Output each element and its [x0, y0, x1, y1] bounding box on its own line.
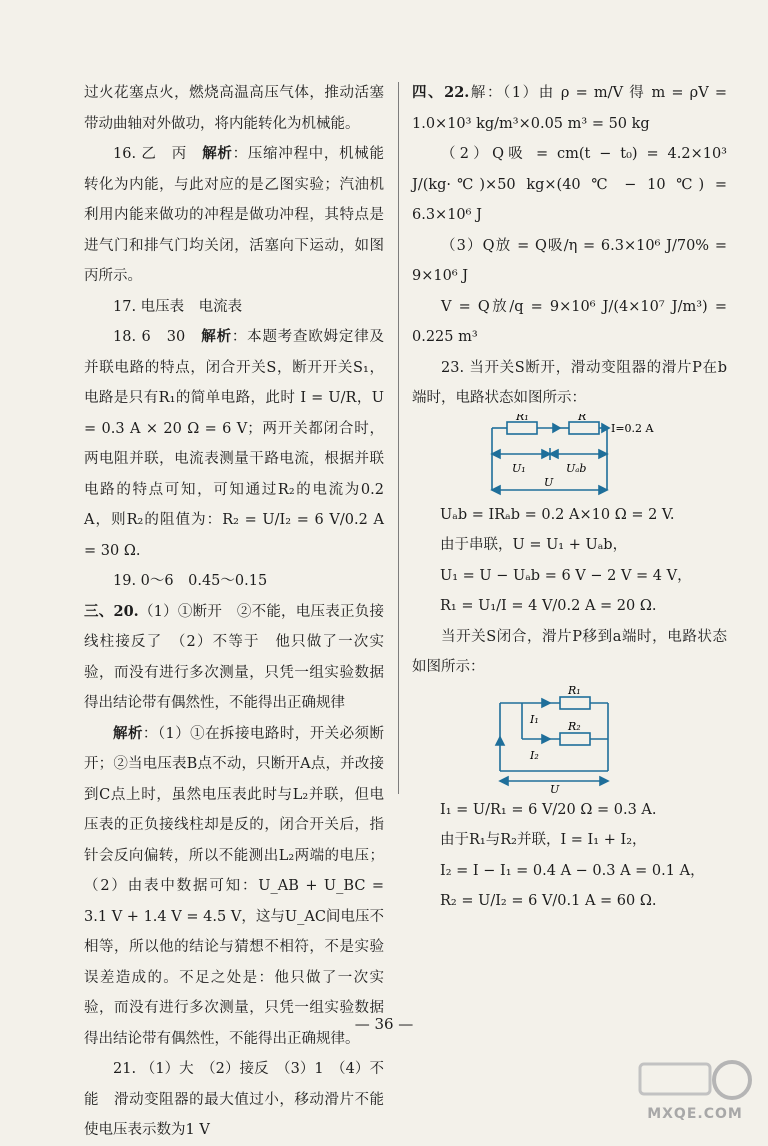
answer-19: 19. 0～6 0.45～0.15 — [113, 573, 268, 589]
resistor-r1-label: R₁ — [516, 413, 529, 423]
voltage-u-label: U — [544, 475, 554, 489]
answer-18-analysis: ：本题考查欧姆定律及并联电路的特点，闭合开关S，断开开关S₁，电路是只有R₁的简单电路，此时 I = U/R，U = 0.3 A × 20 Ω = 6 V；两开关都闭合时，两电阻并联，电流表测量干路电流，根据并联电路的特点可知，可知通过R₂的电流为0.2 A，则R₂的阻值为：R₂ = U/I₂ = 6 V/0.2 A = 30 Ω. — [84, 329, 385, 559]
answer-17: 17. 电压表 电流表 — [113, 298, 243, 315]
column-divider — [398, 82, 399, 794]
answer-22-line3: （3）Q放 = Q吸/η = 6.3×10⁶ J/70% = 9×10⁶ J — [412, 237, 727, 284]
answer-20-analysis: ：（1）①在拆接电路时，开关必须断开；②当电压表B点不动，只断开A点，并改接到C点上时，虽然电压表此时与L₂并联，但电压表的正负接线柱却是反的，闭合开关后，指针会反向偏转，所以不能测出L₂两端的电压；（2）由表中数据可知：U_AB + U_BC = 3.1 V + 1.4 V = 4.5 V，这与U_AC间电压不相等，所以他的结论与猜想不相符，不是实验误差造成的。不足之处是：他只做了一次实验，而没有进行多次测量，只凭一组实验数据得出结论带有偶然性，不能得出正确规律。 — [84, 725, 384, 1047]
answer-16-key: 16. 乙 丙 — [113, 146, 203, 162]
parallel-circuit-svg — [412, 683, 727, 795]
voltage-u-label: U — [550, 782, 560, 795]
equation-uab: Uₐb = IRₐb = 0.2 A×10 Ω = 2 V. — [440, 506, 675, 523]
answer-16 — [84, 139, 384, 292]
current-label: I=0.2 A — [611, 421, 654, 435]
analysis-label: 解析 — [113, 724, 143, 742]
resistor-rab-label: R — [578, 413, 587, 423]
answer-21: 21. （1）大 （2）接反 （3）1 （4）不能 滑动变阻器的最大值过小，移动滑片不能使电压表示数为1 V — [84, 1061, 384, 1138]
voltage-uab-label: Uₐb — [566, 461, 587, 475]
analysis-label: 解析 — [202, 145, 233, 162]
answer-20 — [84, 597, 384, 719]
answer-22-line1: 解：（1）由 ρ = m/V 得 m = ρV = 1.0×10³ kg/m³×0.05 m³ = 50 kg — [412, 85, 727, 132]
equation-i2: I₂ = I − I₁ = 0.4 A − 0.3 A = 0.1 A， — [440, 862, 705, 879]
answer-18-key: 18. 6 30 — [113, 329, 202, 345]
answer-23-middle: 当开关S闭合，滑片P移到a端时，电路状态如图所示： — [412, 628, 727, 675]
section-four-heading: 四、22. — [412, 84, 470, 101]
section-three-heading: 三、20. — [84, 602, 139, 620]
answer-16-analysis: ：压缩冲程中，机械能转化为内能，与此对应的是乙图实验；汽油机利用内能来做功的冲程是做功冲程，其特点是进气门和排气门均关闭，活塞向下运动，如图丙所示。 — [84, 146, 385, 284]
watermark-text: MXQE.COM — [647, 1106, 743, 1122]
current-i2-label: I₂ — [530, 748, 539, 762]
equation-parallel: 由于R₁与R₂并联，I = I₁ + I₂， — [440, 832, 647, 848]
answer-20-key: （1）①断开 ②不能，电压表正负接线柱接反了 （2）不等于 他只做了一次实验，而没有进行多次测量，只凭一组实验数据得出结论带有偶然性，不能得出正确规律 — [84, 603, 384, 711]
equation-r2: R₂ = U/I₂ = 6 V/0.1 A = 60 Ω. — [440, 893, 657, 909]
analysis-label: 解析 — [201, 328, 232, 345]
answer-22-line4: V = Q放/q = 9×10⁶ J/(4×10⁷ J/m³) = 0.225 m³ — [412, 298, 727, 345]
resistor-r2-label: R₂ — [568, 719, 581, 733]
equation-i1: I₁ = U/R₁ = 6 V/20 Ω = 0.3 A. — [440, 801, 657, 818]
watermark-logo — [632, 1058, 758, 1122]
answer-20-analysis-para — [84, 719, 384, 1055]
parallel-circuit-diagram — [412, 683, 727, 795]
current-i1-label: I₁ — [530, 712, 539, 726]
series-circuit-svg — [412, 414, 727, 500]
left-column — [84, 78, 384, 1146]
equation-series: 由于串联，U = U₁ + Uₐb， — [440, 537, 628, 553]
resistor-r1-label: R₁ — [568, 683, 581, 697]
answer-23-intro: 23. 当开关S断开，滑动变阻器的滑片P在b端时，电路状态如图所示： — [412, 359, 727, 406]
answer-15-continued: 过火花塞点火，燃烧高温高压气体，推动活塞带动曲轴对外做功，将内能转化为机械能。 — [84, 85, 384, 132]
series-circuit-diagram — [412, 414, 727, 500]
equation-r1: R₁ = U₁/I = 4 V/0.2 A = 20 Ω. — [440, 598, 657, 614]
page-number: — 36 — — [354, 1015, 414, 1033]
answer-18 — [84, 322, 384, 566]
voltage-u1-label: U₁ — [512, 461, 526, 475]
watermark-icon — [632, 1058, 758, 1102]
right-column — [412, 78, 727, 917]
equation-u1: U₁ = U − Uₐb = 6 V − 2 V = 4 V， — [440, 567, 692, 584]
answer-22 — [412, 78, 727, 139]
answer-22-line2: （2）Q吸 = cm(t − t₀) = 4.2×10³ J/(kg·℃)×50 kg×(40 ℃ − 10 ℃) = 6.3×10⁶ J — [412, 146, 727, 223]
